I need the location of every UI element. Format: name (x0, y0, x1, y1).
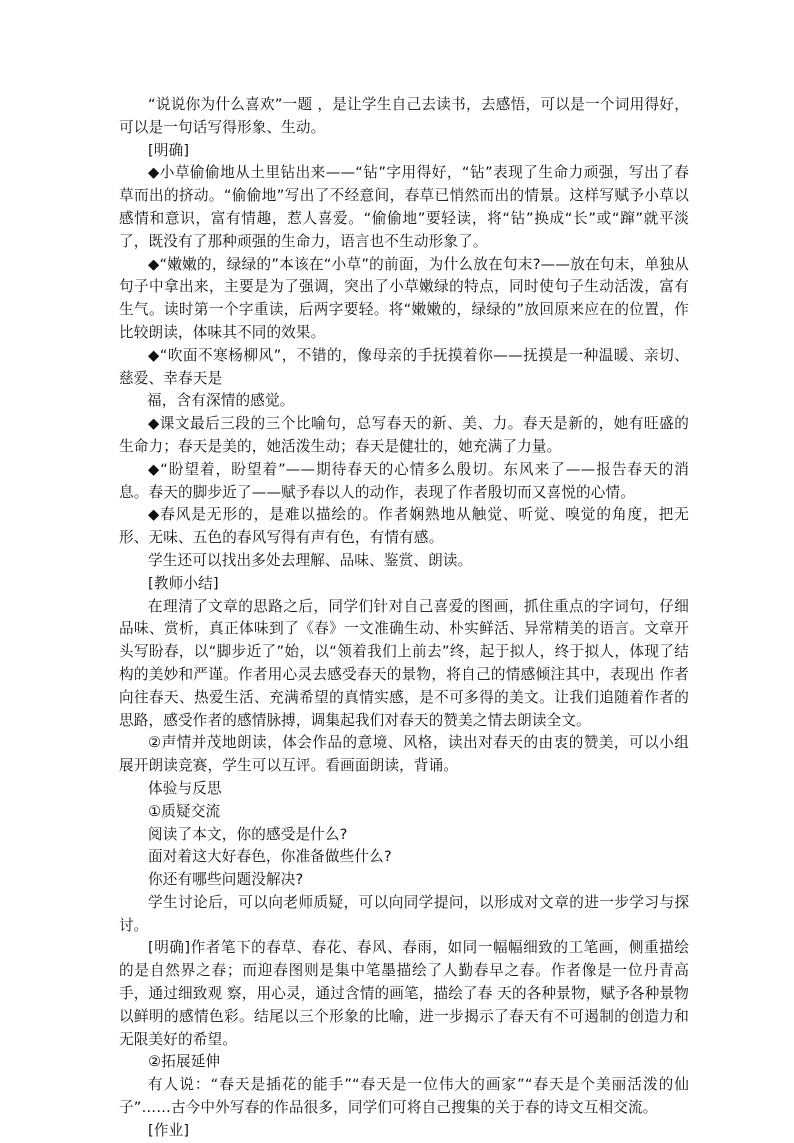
label-teacher-summary: [教师小结] (148, 574, 219, 592)
paragraph-reading-prompt: “说说你为什么喜欢”一题 ，是让学生自己去读书，去感悟，可以是一个词用得好，可以是一句话写得形象、生动。 (119, 96, 689, 136)
question-unsolved: 你还有哪些问题没解决? (148, 871, 304, 889)
question-plans: 面对着这大好春色，你准备做些什么? (148, 848, 392, 866)
label-clarify: [明确] (148, 141, 190, 159)
paragraph-three-metaphors: ◆课文最后三段的三个比喻句，总写春天的新、美、力。春天是新的，她有旺盛的生命力；春天是美的，她活泼生动；春天是健壮的，她充满了力量。 (119, 415, 689, 455)
paragraph-summary: 在理清了文章的思路之后，同学们针对自己喜爱的图画，抓住重点的字词句，仔细品味、赏析，真正体味到了《春》一文准确生动、朴实鲜活、异常精美的语言。文章开头写盼春，以“脚步近了”始，以“领着我们上前去”终，起于拟人，终于拟人，体现了结构的美妙和严谨。作者用心灵去感受春天的景物，将自己的情感倾注其中，表现出 作者向往春天、热爱生活、充满希望的真情实感，是不可多得的美文。让我们追随着作者的思路，感受作者的感情脉搏，调集起我们对春天的赞美之情去朗读全文。 (119, 597, 689, 729)
paragraph-willow-wind-continued: 福，含有深情的感觉。 (147, 392, 295, 410)
paragraph-clarify-painting: [明确]作者笔下的春草、春花、春风、春雨，如同一幅幅细致的工笔画，侧重描绘的是自然界之春；而迎春图则是集中笔墨描绘了人勤春早之春。作者像是一位丹青高手，通过细致观 察，用心灵，通过含情的画笔，描绘了春 天的各种景物，赋予各种景物以鲜明的感情色彩。结尾以三个形象的比喻，进一步揭示了春天有不可遏制的创造力和无限美好的希望。 (119, 939, 689, 1048)
paragraph-grass-drill: ◆小草偷偷地从土里钻出来——“钻”字用得好，“钻”表现了生命力顽强，写出了春草而出的挤动。“偷偷地”写出了不经意间，春草已悄然而出的情景。这样写赋予小草以感情和意识，富有情趣，惹人喜爱。“偷偷地”要轻读，将“钻”换成“长”或“蹿”就平淡了，既没有了那种顽强的生命力，语言也不生动形象了。 (119, 164, 689, 250)
question-feelings: 阅读了本文，你的感受是什么? (148, 825, 348, 843)
paragraph-willow-wind: ◆“吹面不寒杨柳风”，不错的，像母亲的手抚摸着你——抚摸是一种温暖、亲切、慈爱、幸春天是 (119, 346, 689, 387)
heading-question-exchange: ①质疑交流 (148, 802, 221, 820)
paragraph-quotes: 有人说：“春天是插花的能手”“春天是一位伟大的画家”“春天是个美丽活泼的仙子”……古今中外写春的作品很多，同学们可将自己搜集的关于春的诗文互相交流。 (119, 1076, 689, 1117)
paragraph-looking-forward: ◆“盼望着，盼望着”——期待春天的心情多么殷切。东风来了——报告春天的消息。春天的脚步近了——赋予春以人的动作，表现了作者殷切而又喜悦的心情。 (119, 460, 689, 501)
paragraph-recitation: ②声情并茂地朗读，体会作品的意境、风格，读出对春天的由衷的赞美，可以小组展开朗读竞赛，学生可以互评。看画面朗读，背诵。 (119, 734, 689, 775)
document-body (119, 94, 689, 1143)
paragraph-students-explore: 学生还可以找出多处去理解、品味、鉴赏、朗读。 (148, 551, 473, 569)
paragraph-spring-wind: ◆春风是无形的，是难以描绘的。作者娴熟地从触觉、听觉、嗅觉的角度，把无形、无味、五色的春风写得有声有色，有情有感。 (119, 506, 689, 547)
paragraph-discussion: 学生讨论后，可以向老师质疑，可以向同学提问，以形成对文章的进一步学习与探讨。 (119, 893, 689, 934)
heading-extension: ②拓展延伸 (148, 1053, 221, 1071)
paragraph-tender-green: ◆“嫩嫩的，绿绿的”本该在“小草”的前面，为什么放在句末?——放在句末，单独从句子中拿出来，主要是为了强调，突出了小草嫩绿的特点，同时使句子生动活泼，富有生气。读时第一个字重读，后两字要轻。将“嫩嫩的，绿绿的”放回原来应在的位置，作比较朗读，体味其不同的效果。 (119, 255, 689, 341)
heading-experience-reflection: 体验与反思 (148, 779, 222, 797)
label-homework: [作业] (148, 1121, 190, 1139)
